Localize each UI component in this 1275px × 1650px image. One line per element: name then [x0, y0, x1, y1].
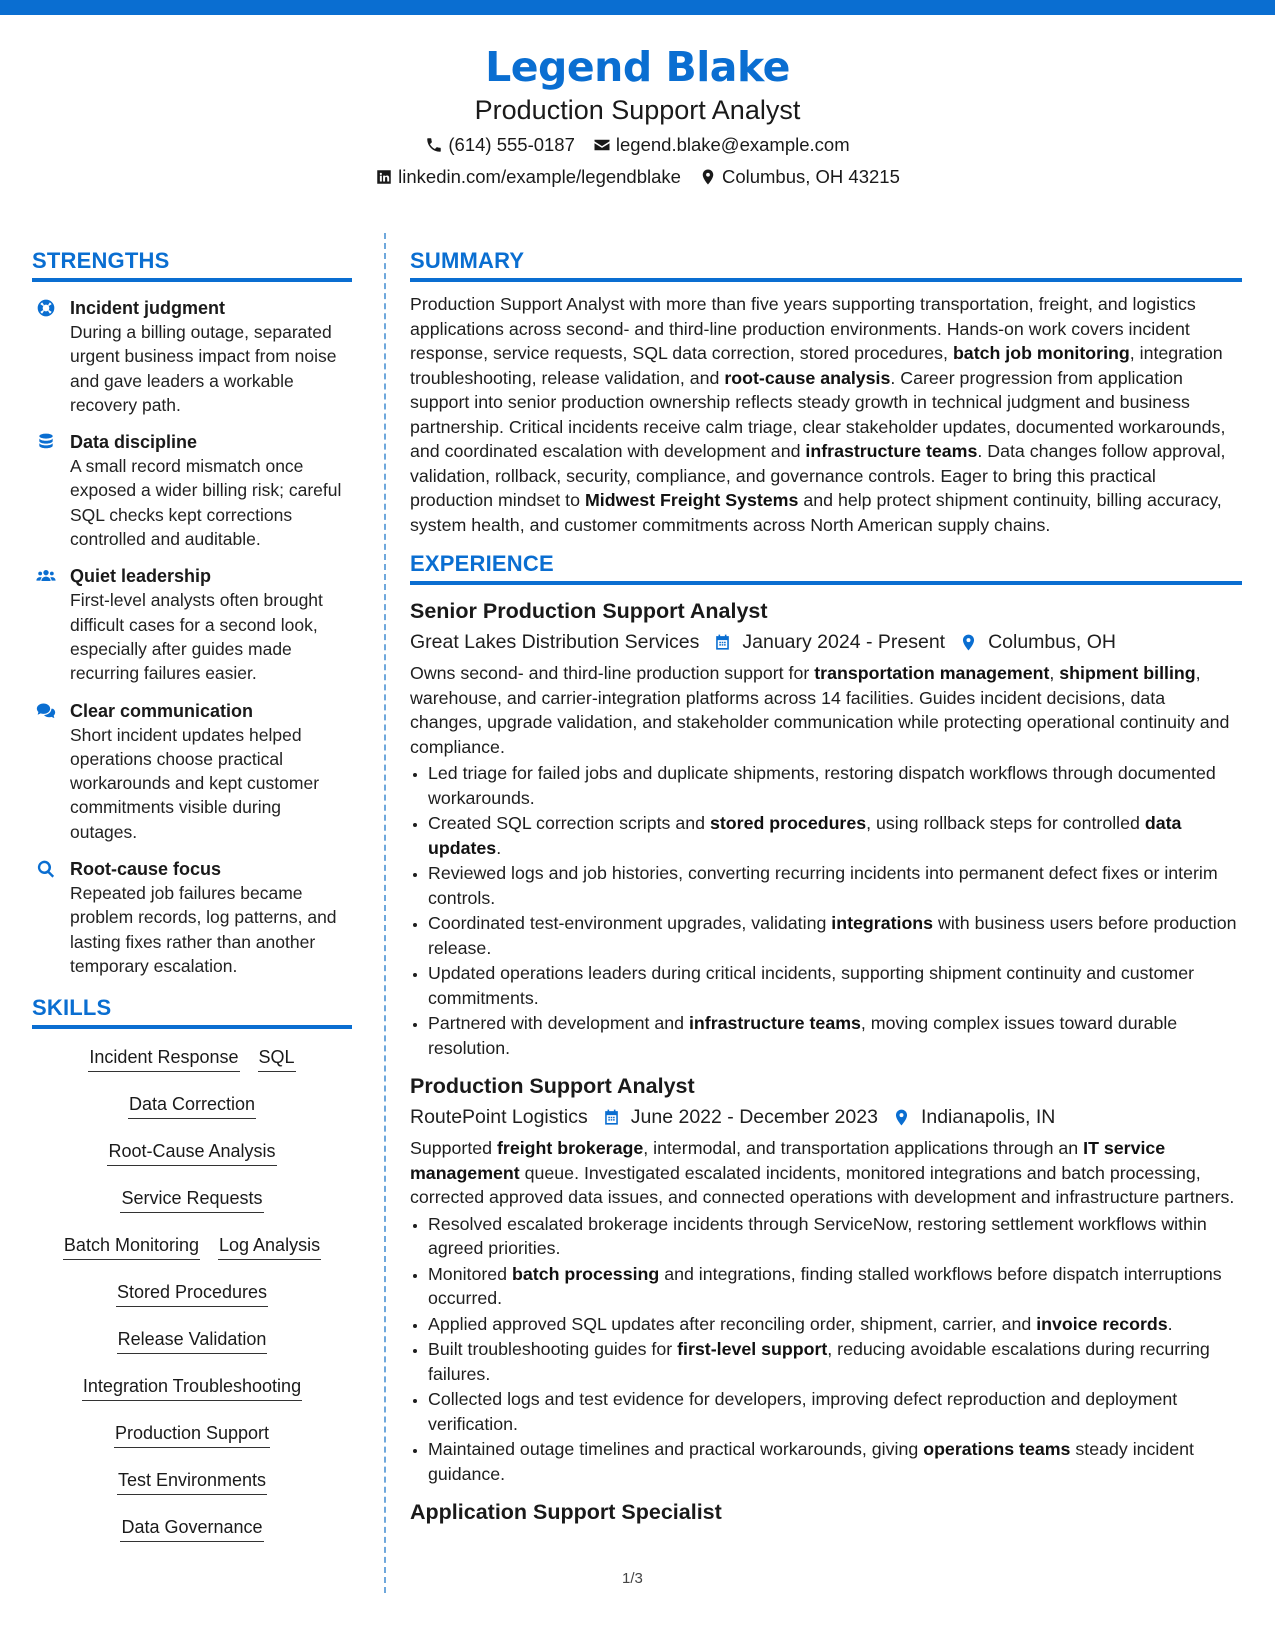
summary-heading: SUMMARY [410, 248, 1242, 282]
bullet-item: • Coordinated test-environment upgrades, validating integrations with business users before production release. [428, 911, 1242, 960]
experience-heading: EXPERIENCE [410, 551, 1242, 585]
users-icon [36, 566, 56, 586]
job-title: Senior Production Support Analyst [410, 599, 768, 623]
job-meta [410, 625, 1242, 659]
strength-item [32, 430, 352, 551]
job-title: Application Support Specialist [410, 1500, 722, 1524]
skill-tag: Root-Cause Analysis [107, 1135, 276, 1166]
phone-contact [425, 130, 575, 160]
strength-title: Clear communication [70, 700, 254, 721]
bullet-item: • Applied approved SQL updates after reconciling order, shipment, carrier, and invoice records. [428, 1312, 1242, 1337]
bullet-item: • Partnered with development and infrastructure teams, moving complex issues toward durable resolution. [428, 1011, 1242, 1060]
map-pin-icon [892, 1108, 911, 1127]
bullet-item: • Resolved escalated brokerage incidents through ServiceNow, restoring settlement workflows within agreed priorities. [428, 1212, 1242, 1261]
skill-tag: Test Environments [117, 1464, 267, 1495]
job-company: RoutePoint Logistics [410, 1106, 588, 1128]
bullet-item: • Created SQL correction scripts and stored procedures, using rollback steps for controlled data updates. [428, 811, 1242, 860]
linkedin-text[interactable]: linkedin.com/example/legendblake [398, 166, 681, 187]
strength-item [32, 296, 352, 417]
linkedin-icon [375, 168, 393, 186]
job-entry [410, 597, 1242, 1060]
strength-item [32, 857, 352, 978]
strength-item [32, 699, 352, 844]
skill-tag: Log Analysis [218, 1229, 321, 1260]
envelope-icon [593, 136, 611, 154]
strength-title: Root-cause focus [70, 859, 222, 880]
location-text: Columbus, OH 43215 [721, 166, 900, 187]
contact-row-1 [0, 130, 1275, 160]
contact-row-2 [0, 162, 1275, 192]
map-pin-icon [959, 633, 978, 652]
job-description: Owns second- and third-line production support for transportation management, shipment billing, warehouse, and carrier-integration platforms across 14 facilities. Guides incident decisions, data changes, upgrade validation, and stakeholder communication while protecting operational continuity and compliance. [410, 663, 1230, 757]
skill-tag: SQL [258, 1041, 296, 1072]
bullet-item: • Built troubleshooting guides for first-level support, reducing avoidable escalations during recurring failures. [428, 1337, 1242, 1386]
strength-desc: During a billing outage, separated urgent business impact from noise and gave leaders a workable recovery path. [70, 322, 337, 415]
skill-tag: Stored Procedures [116, 1276, 268, 1307]
job-entry [410, 1072, 1242, 1486]
skill-tag: Data Correction [128, 1088, 256, 1119]
job-location: Columbus, OH [988, 631, 1116, 653]
skill-tag: Batch Monitoring [63, 1229, 200, 1260]
strengths-list [32, 296, 352, 978]
top-accent-bar [0, 0, 1275, 15]
job-company: Great Lakes Distribution Services [410, 631, 700, 653]
comments-icon [36, 701, 56, 721]
email-text[interactable]: legend.blake@example.com [615, 134, 850, 155]
strength-title: Data discipline [70, 432, 198, 453]
search-icon [36, 859, 56, 879]
candidate-name: Legend Blake [485, 43, 790, 91]
bullet-item: • Reviewed logs and job histories, converting recurring incidents into permanent defect fixes or interim controls. [428, 861, 1242, 910]
strength-title: Incident judgment [70, 298, 225, 318]
skill-tag: Integration Troubleshooting [82, 1370, 302, 1401]
strength-desc: Repeated job failures became problem records, log patterns, and lasting fixes rather than another temporary escalation. [70, 883, 337, 976]
skill-tag: Incident Response [88, 1041, 239, 1072]
database-icon [36, 432, 56, 452]
skill-tag: Data Governance [120, 1511, 263, 1542]
strength-item [32, 564, 352, 685]
job-bullets [410, 761, 1242, 1060]
left-column [32, 248, 352, 1558]
strength-desc: Short incident updates helped operations choose practical workarounds and kept customer commitments visible during outages. [70, 724, 320, 842]
linkedin-contact[interactable] [375, 162, 681, 192]
column-divider [384, 233, 386, 1593]
strength-title: Quiet leadership [70, 566, 212, 587]
job-meta [410, 1100, 1242, 1134]
bullet-item: • Collected logs and test evidence for developers, improving defect reproduction and deployment verification. [428, 1387, 1242, 1436]
email-contact[interactable] [593, 130, 850, 160]
strength-desc: A small record mismatch once exposed a wider billing risk; careful SQL checks kept corrections controlled and auditable. [70, 456, 342, 550]
strengths-heading: STRENGTHS [32, 248, 352, 282]
job-description: Supported freight brokerage, intermodal, and transportation applications through an IT service management queue. Investigated escalated incidents, monitored integrations and batch processing, corrected approved data issues, and connected operations with development and infrastructure partners. [410, 1138, 1235, 1207]
bullet-item: • Led triage for failed jobs and duplicate shipments, restoring dispatch workflows through documented workarounds. [428, 761, 1242, 810]
phone-text: (614) 555-0187 [448, 134, 575, 155]
right-column [410, 248, 1242, 1526]
job-bullets [410, 1212, 1242, 1487]
bullet-item: • Maintained outage timelines and practical workarounds, giving operations teams steady incident guidance. [428, 1437, 1242, 1486]
calendar-icon [713, 633, 732, 652]
skill-tag: Service Requests [120, 1182, 263, 1213]
calendar-icon [602, 1108, 621, 1127]
skills-heading: SKILLS [32, 995, 352, 1029]
job-location: Indianapolis, IN [920, 1106, 1056, 1128]
job-entry [410, 1498, 1242, 1526]
skill-tag: Release Validation [117, 1323, 268, 1354]
map-pin-icon [699, 168, 717, 186]
summary-text: Production Support Analyst with more than five years supporting transportation, freight, and logistics applications across second- and third-line production environments. Hands-on work covers incident response, service requests, SQL data correction, stored procedures, batch job monitoring, integration troubleshooting, release validation, and root-cause analysis. Career progression from application support into senior production ownership reflects steady growth in technical judgment and business partnership. Critical incidents receive calm triage, clear stakeholder updates, documented workarounds, and coordinated escalation with development and infrastructure teams. Data changes follow approval, validation, rollback, security, compliance, and governance controls. Eager to bring this practical production mindset to Midwest Freight Systems and help protect shipment continuity, billing accuracy, system health, and customer commitments across North American supply chains. [410, 294, 1226, 535]
location-contact [699, 162, 900, 192]
life-ring-icon [36, 298, 56, 318]
bullet-item: • Monitored batch processing and integrations, finding stalled workflows before dispatch interruptions occurred. [428, 1262, 1242, 1311]
job-dates: June 2022 - December 2023 [630, 1106, 878, 1128]
strength-desc: First-level analysts often brought difficult cases for a second look, especially after guides made recurring failures easier. [70, 590, 323, 684]
skill-tag: Production Support [114, 1417, 270, 1448]
skills-list [32, 1041, 352, 1558]
phone-icon [425, 136, 443, 154]
job-title: Production Support Analyst [410, 1074, 695, 1098]
candidate-role: Production Support Analyst [474, 95, 801, 125]
resume-header [0, 42, 1275, 192]
page-number: 1/3 [622, 1570, 643, 1587]
bullet-item: • Updated operations leaders during critical incidents, supporting shipment continuity and customer commitments. [428, 961, 1242, 1010]
job-dates: January 2024 - Present [742, 631, 946, 653]
